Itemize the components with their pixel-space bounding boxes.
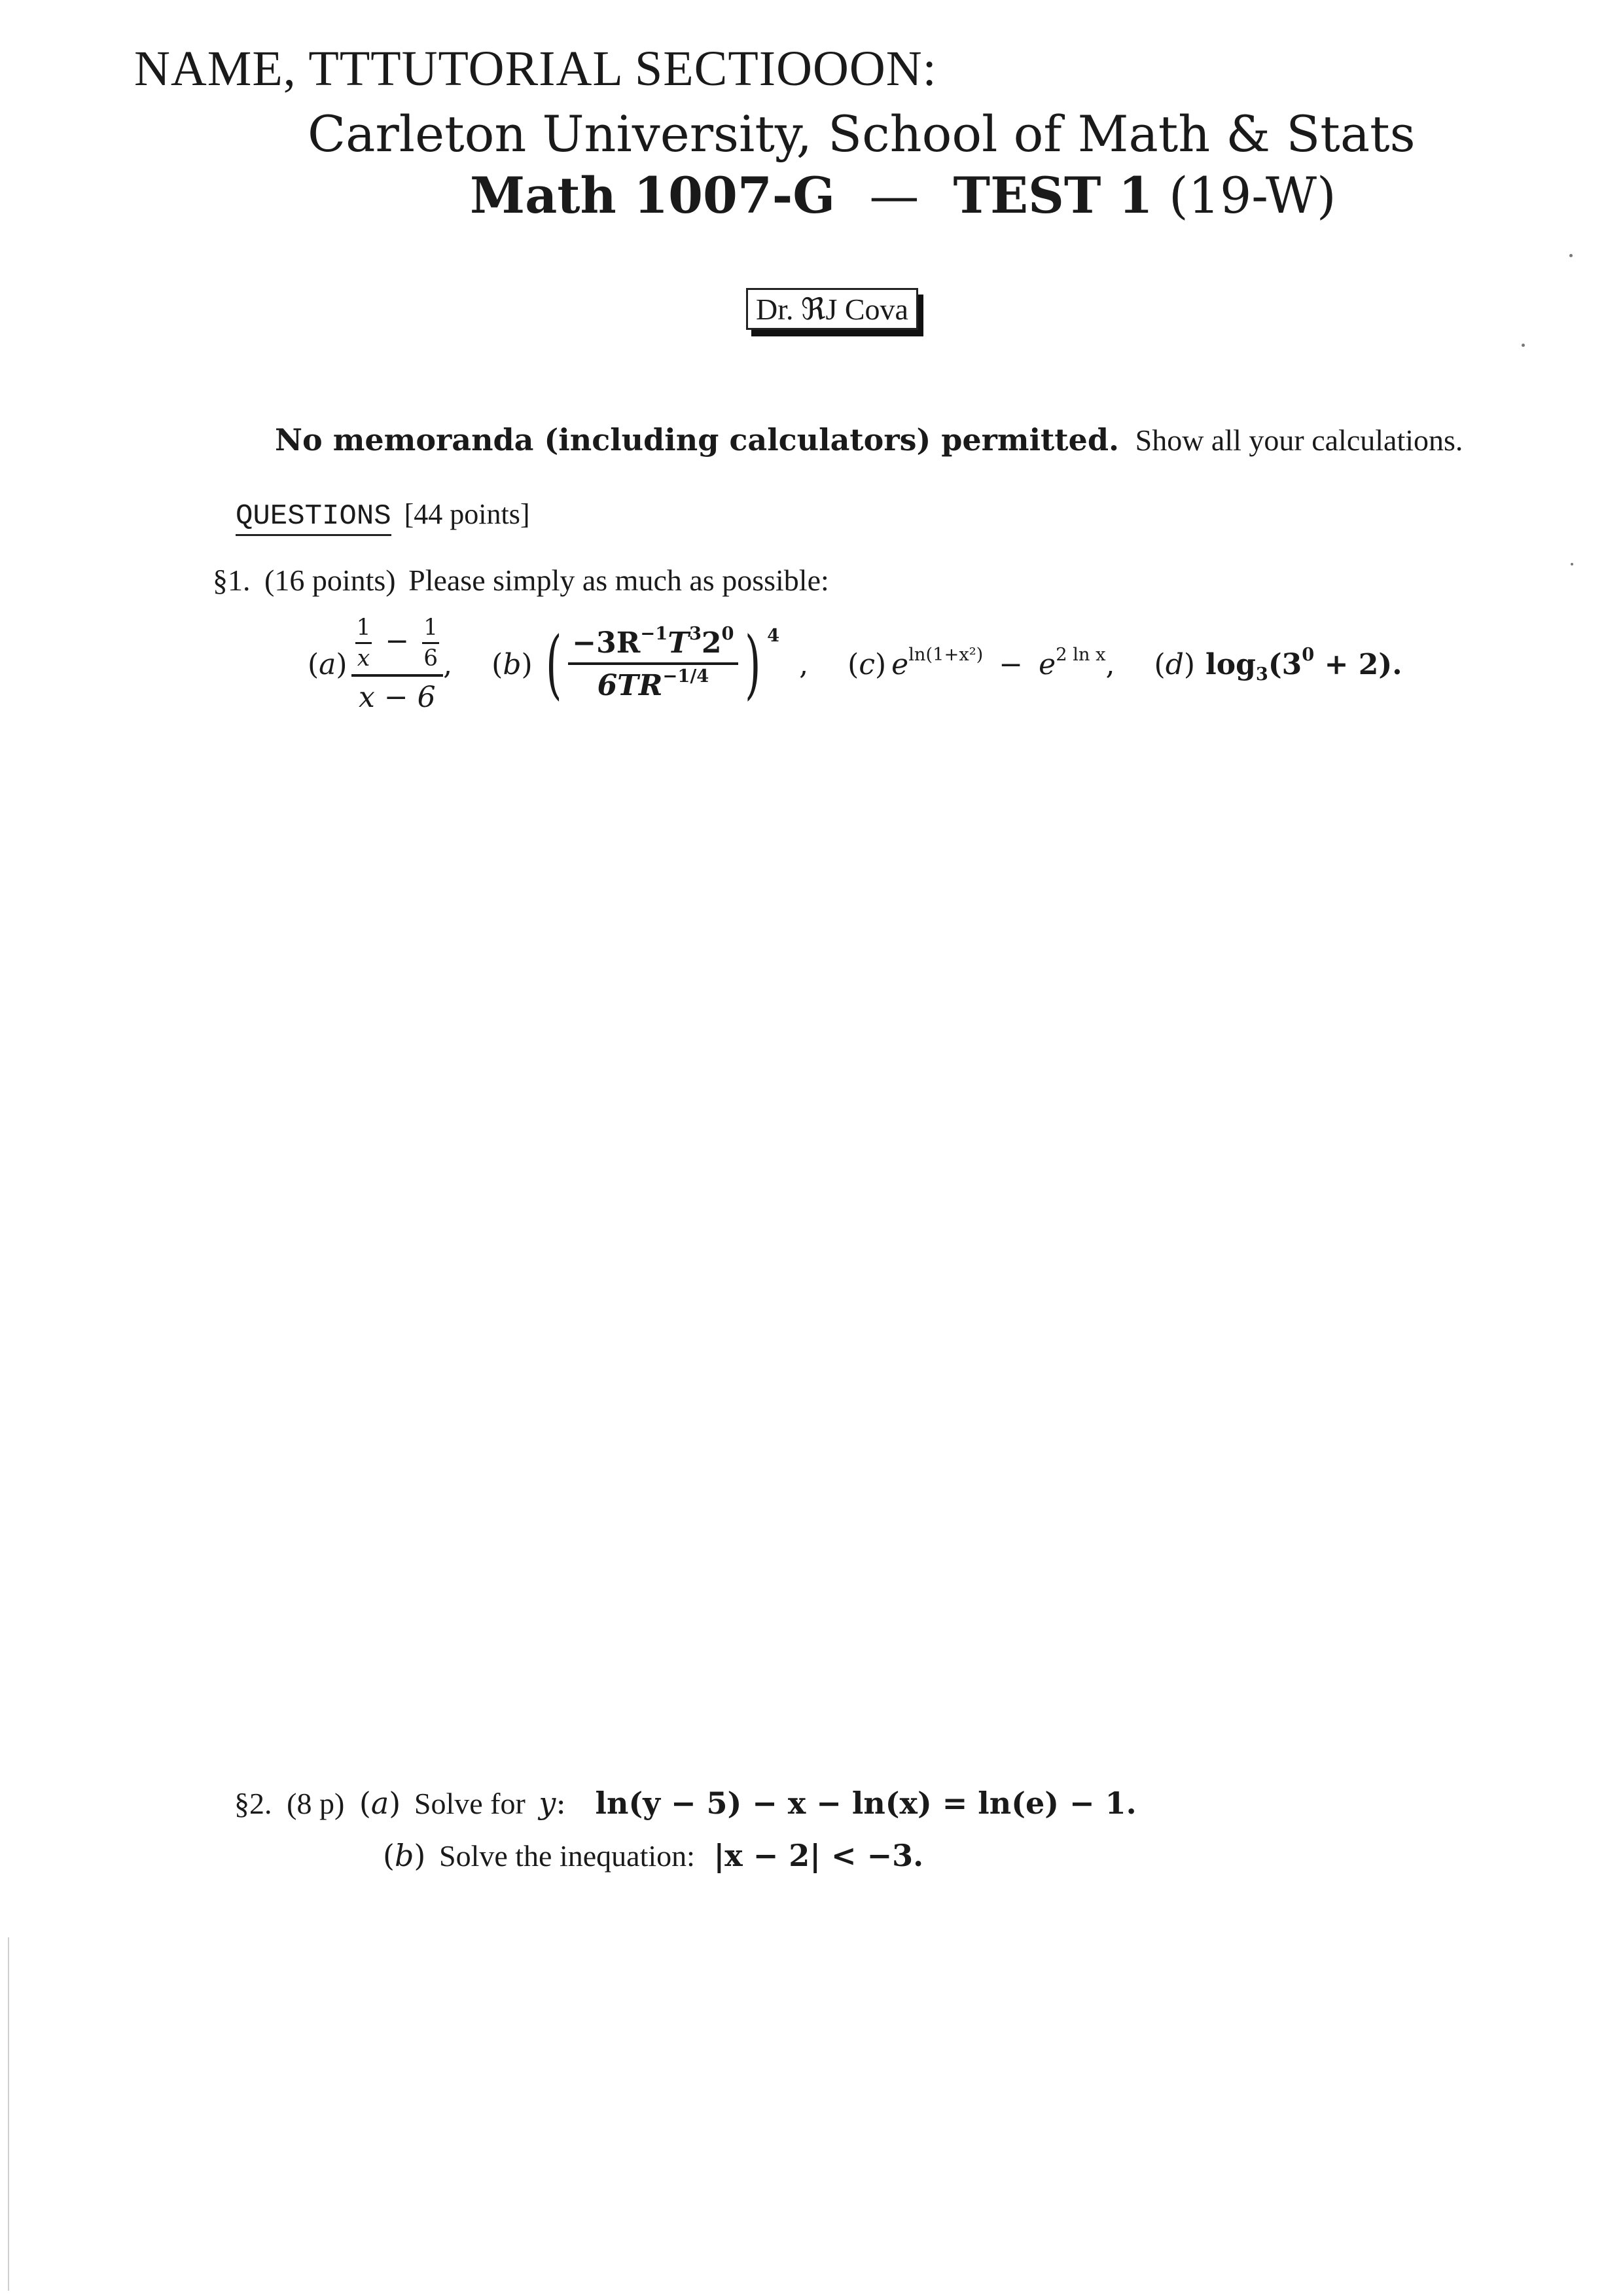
q2b-prompt: Solve the inequation: xyxy=(438,1839,695,1873)
part-c-comma: , xyxy=(1105,647,1115,681)
q2a-var: y xyxy=(539,1785,556,1821)
part-d-log-base: 3 xyxy=(1255,664,1268,685)
part-a-denominator: x − 6 xyxy=(359,681,436,714)
q2a-equation: ln(y − 5) − x − ln(x) = ln(e) − 1. xyxy=(595,1785,1137,1821)
part-a-fraction xyxy=(351,615,444,714)
part-b-right-paren: ) xyxy=(744,620,761,708)
part-c-exp2: 2 ln x xyxy=(1056,645,1106,666)
part-a-one-b: 1 xyxy=(422,615,439,644)
part-d-log: log xyxy=(1205,647,1256,681)
part-b-numerator xyxy=(568,622,738,665)
part-b-coef: −3R xyxy=(572,626,641,660)
part-a-one: 1 xyxy=(355,615,372,644)
part-a-numerator xyxy=(351,615,444,677)
q2a-prompt: Solve for xyxy=(414,1787,526,1820)
part-c-e2: e xyxy=(1039,647,1056,681)
part-a-comma: , xyxy=(443,647,453,681)
part-a-label: (a) xyxy=(308,647,348,681)
part-c-expression xyxy=(891,645,1106,681)
question-1-points: (16 points) xyxy=(264,564,396,597)
scan-speck-2 xyxy=(1522,344,1525,347)
part-b-comma: , xyxy=(799,647,809,681)
course-title xyxy=(470,166,1336,224)
part-c-label: (c) xyxy=(847,647,887,681)
q2b-label: (b) xyxy=(383,1838,426,1873)
part-b-two: 2 xyxy=(701,626,722,660)
instructions xyxy=(275,422,1463,457)
question-2-points: (8 p) xyxy=(287,1787,345,1820)
part-b-left-paren: ( xyxy=(545,620,562,708)
test-term: (19-W) xyxy=(1168,166,1336,224)
question-2-part-b xyxy=(383,1838,923,1873)
part-a-x: x xyxy=(357,645,370,672)
question-1-expressions: (a) $\frac{1}{x}$ − $\frac{1}{6}$ x − 6 , (b) ( $\frac{-3R^{-1}T^32^0}{6TR^{-1/4}}$ ) $^4$ , (c) $e^{ln(1+x^2)} - e^{2 ln x}$ , (d) $\log_3(3^0 + 2)$. xyxy=(308,615,1402,714)
part-b-label: (b) xyxy=(491,647,533,681)
name-tutorial-line: NAME, TTTUTORIAL SECTIOOON: xyxy=(134,41,937,96)
title-dash: — xyxy=(869,166,919,224)
part-b-t: T xyxy=(668,626,689,660)
test-label: TEST 1 xyxy=(953,166,1153,224)
part-c-e1: e xyxy=(891,647,909,681)
instructions-plain: Show all your calculations. xyxy=(1135,423,1463,457)
scan-speck-1 xyxy=(1569,254,1573,257)
q2a-colon: : xyxy=(556,1785,566,1821)
part-b-exp1: −1 xyxy=(640,622,668,644)
question-2-part-a xyxy=(234,1785,1137,1821)
scan-speck-3 xyxy=(1571,563,1573,565)
questions-label: QUESTIONS xyxy=(236,500,391,536)
part-d-arg-exp: 0 xyxy=(1302,644,1315,666)
instructor-name: Dr. ℜJ Cova xyxy=(756,293,908,326)
part-d-arg-rest: + 2) xyxy=(1324,647,1393,681)
q2b-inequation: |x − 2| < −3. xyxy=(713,1838,924,1873)
question-1-heading xyxy=(213,563,829,598)
part-b-denominator xyxy=(594,665,713,702)
question-1-prompt: Please simply as much as possible: xyxy=(408,564,829,597)
part-d-label: (d) xyxy=(1154,647,1196,681)
questions-header xyxy=(236,497,530,533)
part-b-exp2: 3 xyxy=(688,622,702,644)
part-a-frac-1-over-x xyxy=(355,615,372,672)
q2a-label: (a) xyxy=(359,1785,401,1821)
part-d-period: . xyxy=(1392,647,1402,681)
university-title: Carleton University, School of Math & Stats xyxy=(308,105,1416,163)
part-d-expression xyxy=(1205,644,1402,685)
part-b-exp3: 0 xyxy=(721,622,734,644)
scan-left-edge-line xyxy=(8,1937,9,2291)
question-2-label: §2. xyxy=(234,1787,272,1820)
part-b-den-exp: −1/4 xyxy=(662,665,709,687)
part-a-frac-1-over-6 xyxy=(422,615,439,672)
part-b-den: 6TR xyxy=(597,669,663,702)
course-code: Math 1007-G xyxy=(470,166,836,224)
instructor-box xyxy=(746,288,918,330)
part-c-exp1: ln(1+x²) xyxy=(908,645,984,666)
question-1-label: §1. xyxy=(213,564,251,597)
part-a-six: 6 xyxy=(423,645,438,672)
part-c-minus: − xyxy=(999,647,1024,681)
questions-points: [44 points] xyxy=(404,498,530,530)
part-d-arg-open: (3 xyxy=(1268,647,1302,681)
part-a-minus: − xyxy=(385,624,410,658)
part-b-fraction xyxy=(568,622,738,702)
instructions-bold: No memoranda (including calculators) permitted. xyxy=(275,422,1119,457)
